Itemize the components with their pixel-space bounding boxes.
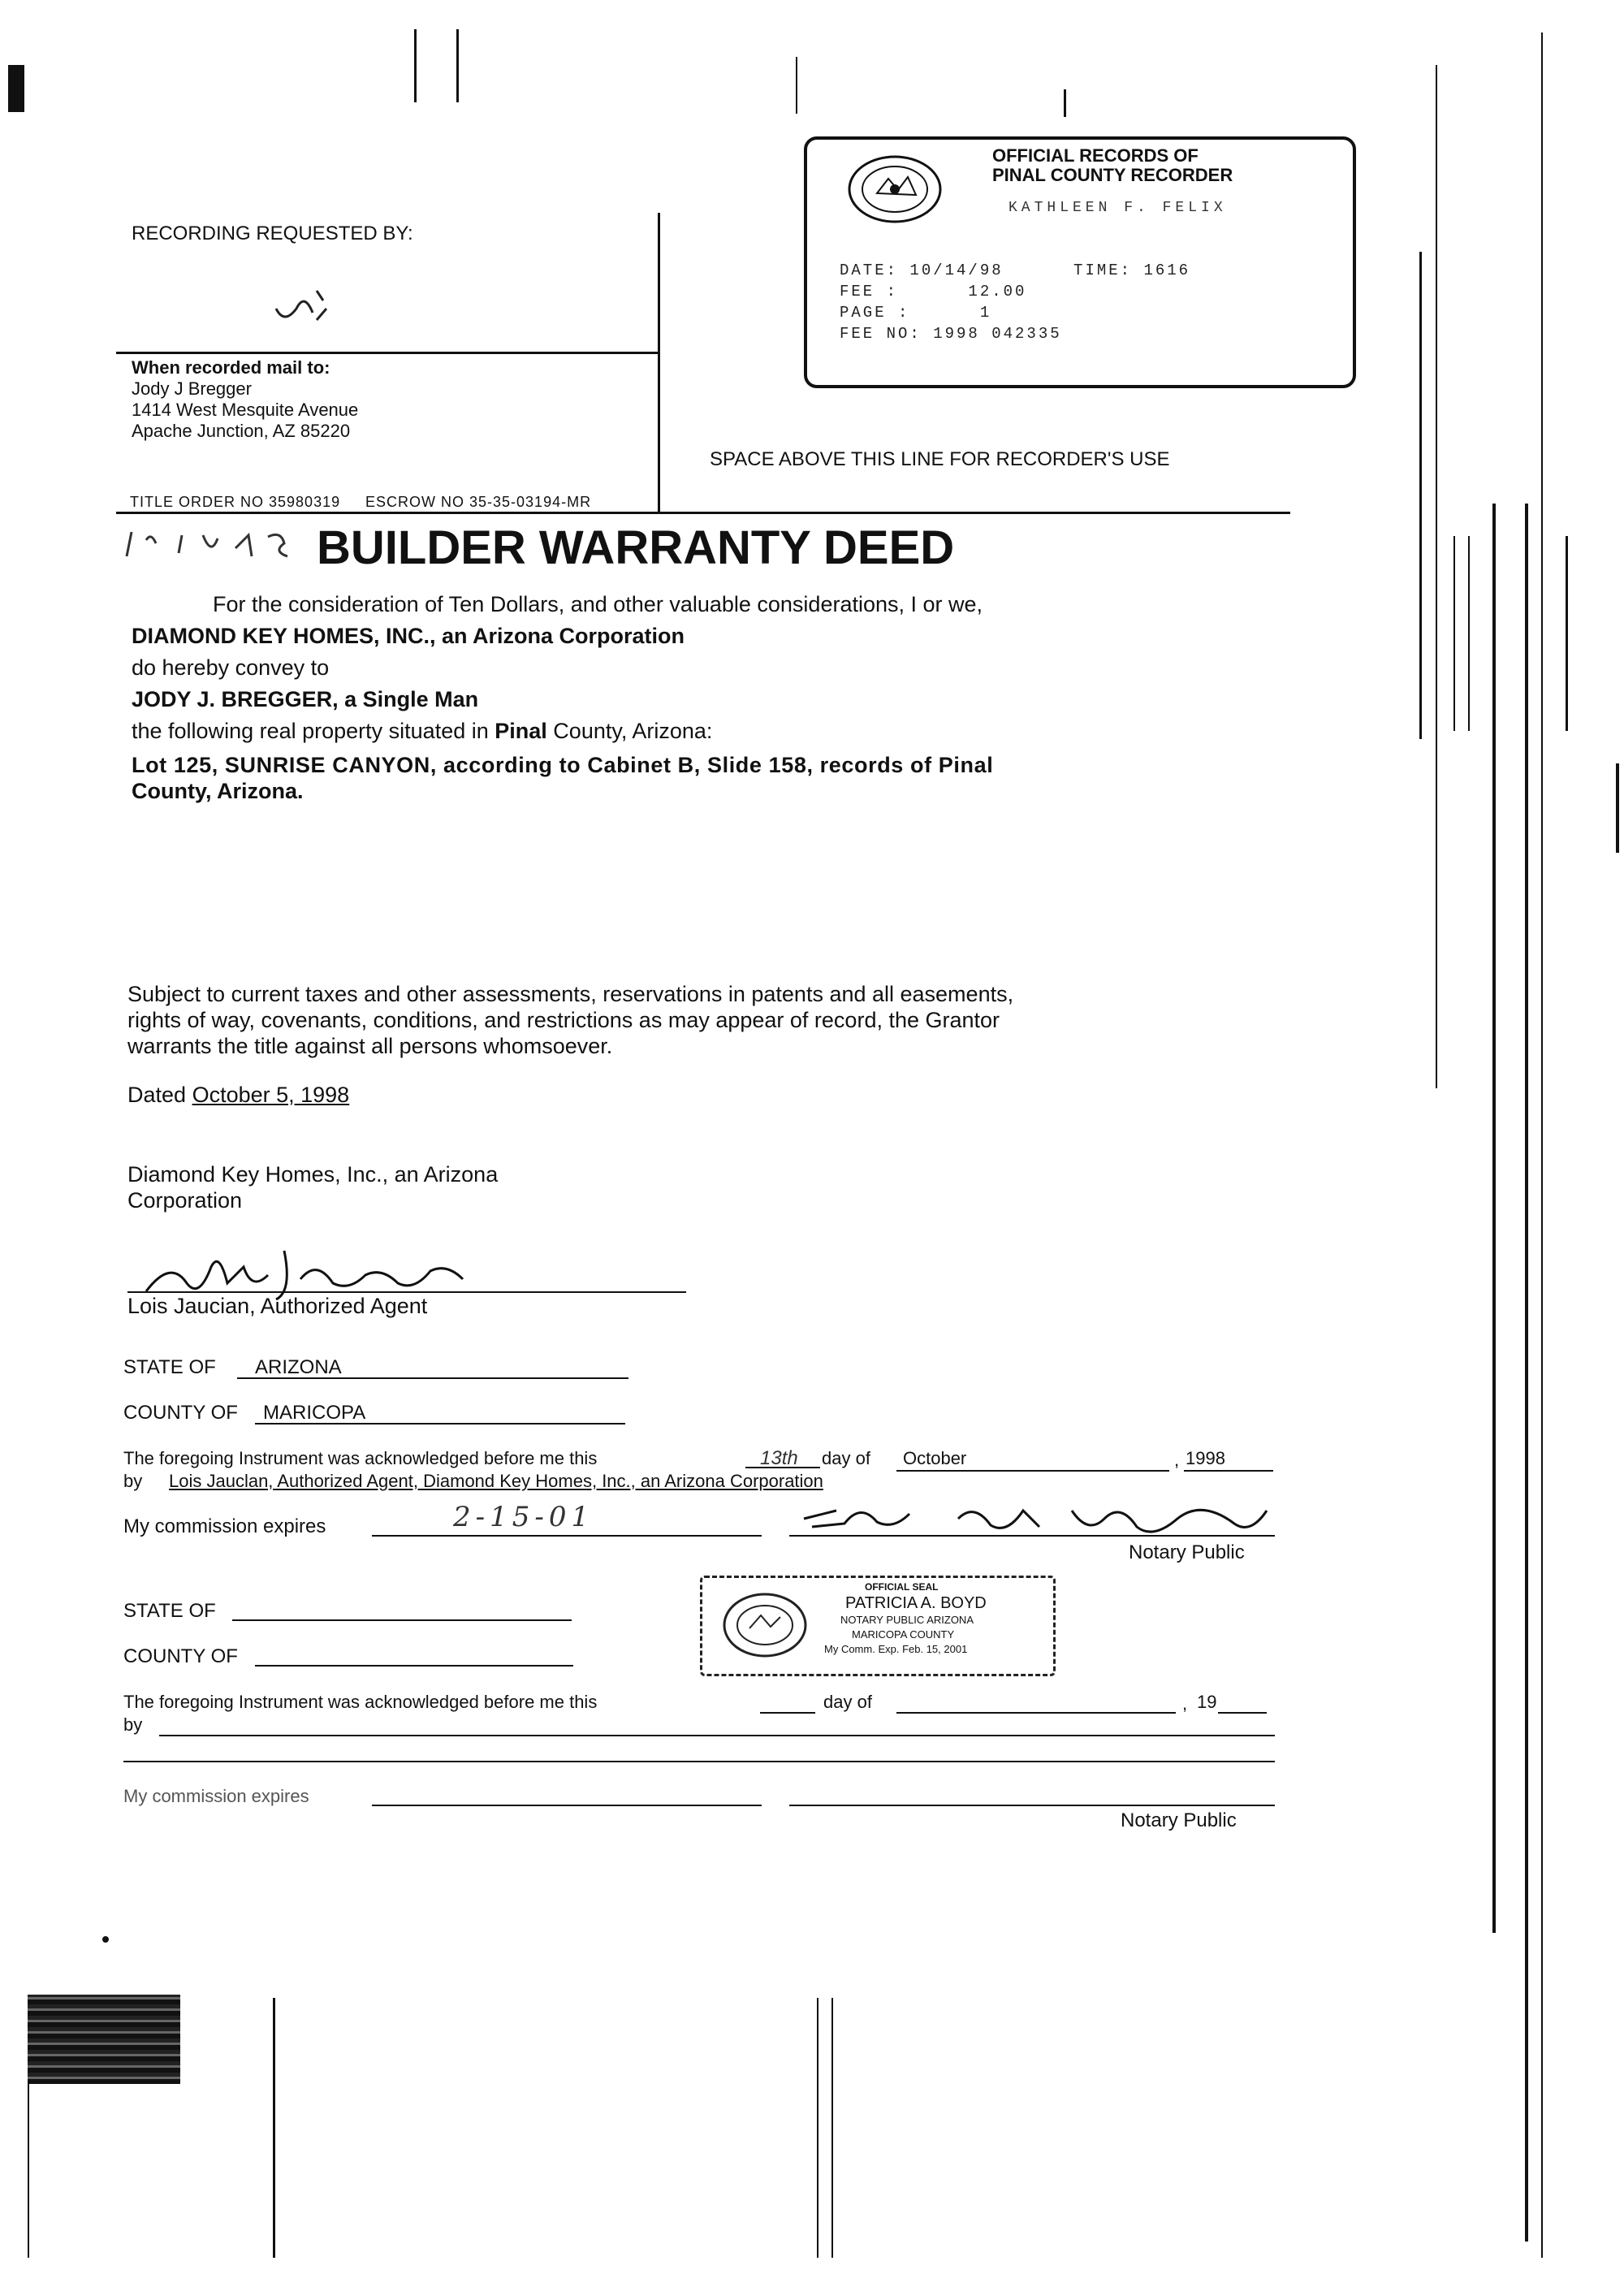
subject-to-line-1: Subject to current taxes and other assessments, reservations in patents and all easements, [127, 982, 1014, 1006]
recording-page: PAGE : 1 [840, 304, 992, 322]
recording-requested-by: RECORDING REQUESTED BY: [132, 223, 413, 244]
notary1-by-label: by [123, 1471, 143, 1491]
notary1-county-value: MARICOPA [263, 1402, 366, 1424]
scan-artifact-right-line [1492, 504, 1496, 1933]
scan-artifact-bottom-line [817, 1998, 818, 2258]
subject-to-line-2: rights of way, covenants, conditions, and restrictions as may appear of record, the Grantor [127, 1008, 1000, 1032]
consideration-text: For the consideration of Ten Dollars, and other valuable considerations, I or we, [213, 592, 983, 616]
notary2-commission-rule [372, 1805, 762, 1806]
grantor-name: DIAMOND KEY HOMES, INC., an Arizona Corporation [132, 624, 685, 648]
notary2-day-rule [760, 1712, 815, 1714]
grantor-company-line-2: Corporation [127, 1188, 243, 1213]
handwritten-mark [268, 284, 333, 333]
notary-seal-stamp [700, 1576, 1056, 1676]
recorder-use-line [116, 512, 1290, 514]
title-order-number: TITLE ORDER NO 35980319 [130, 494, 341, 510]
handwritten-file-number [122, 524, 309, 564]
notary1-month-rule [896, 1470, 1169, 1472]
notary1-public-label: Notary Public [1129, 1541, 1245, 1563]
seal-line-5: My Comm. Exp. Feb. 15, 2001 [824, 1643, 968, 1655]
recorder-title-2: PINAL COUNTY RECORDER [992, 165, 1233, 185]
notary2-year-rule [1218, 1712, 1267, 1714]
notary2-state-label: STATE OF [123, 1600, 216, 1622]
notary1-signature-rule [789, 1535, 1275, 1537]
mail-to-line-1: Jody J Bregger [132, 378, 252, 399]
scan-artifact-dot [102, 1936, 109, 1943]
property-intro: the following real property situated in Pinal County, Arizona: [132, 719, 713, 743]
recording-fee: FEE : 12.00 [840, 283, 1027, 300]
seal-line-3: NOTARY PUBLIC ARIZONA [840, 1614, 974, 1626]
recorder-name: KATHLEEN F. FELIX [1009, 200, 1227, 216]
signer-name: Lois Jaucian, Authorized Agent [127, 1294, 428, 1318]
legal-description-line-2: County, Arizona. [132, 779, 304, 803]
recording-date: DATE: 10/14/98 TIME: 1616 [840, 262, 1191, 279]
notary1-county-label: COUNTY OF [123, 1402, 238, 1424]
recorder-title-1: OFFICIAL RECORDS OF [992, 145, 1199, 166]
scan-artifact-right-line [1525, 504, 1528, 2242]
notary1-county-rule [255, 1423, 625, 1424]
scan-artifact-top-line [796, 57, 797, 114]
deed-title: BUILDER WARRANTY DEED [317, 521, 955, 574]
notary1-by-value: Lois Jauclan, Authorized Agent, Diamond Key Homes, Inc., an Arizona Corporation [169, 1471, 823, 1491]
notary2-commission-label: My commission expires [123, 1786, 309, 1806]
scan-artifact-right-line [1541, 32, 1543, 2258]
notary1-state-label: STATE OF [123, 1356, 216, 1378]
scan-artifact-bottom-line [28, 2084, 29, 2258]
scan-artifact-right-line [1419, 252, 1422, 739]
seal-line-1: OFFICIAL SEAL [865, 1581, 939, 1593]
scan-artifact-bottom-line [831, 1998, 833, 2258]
header-box-right-rule [658, 213, 660, 513]
notary2-month-rule [896, 1712, 1176, 1714]
notary1-state-value: ARIZONA [255, 1356, 342, 1378]
scan-artifact-top-left [8, 65, 24, 112]
scan-artifact-top-line [456, 29, 459, 102]
notary2-public-label: Notary Public [1121, 1809, 1237, 1831]
seal-line-4: MARICOPA COUNTY [852, 1628, 955, 1641]
dated-value: October 5, 1998 [192, 1083, 350, 1107]
legal-description-line-1: Lot 125, SUNRISE CANYON, according to Cabinet B, Slide 158, records of Pinal [132, 753, 994, 777]
recorder-box [804, 136, 1356, 388]
notary1-day-value: 13th [760, 1447, 798, 1469]
notary2-by-label: by [123, 1714, 143, 1735]
header-box-divider [116, 352, 659, 354]
notary1-commission-rule [372, 1535, 762, 1537]
grantor-company-line-1: Diamond Key Homes, Inc., an Arizona [127, 1162, 499, 1187]
notary2-by-rule-1 [159, 1735, 1275, 1736]
mail-to-label: When recorded mail to: [132, 357, 330, 378]
subject-to-line-3: warrants the title against all persons whomsoever. [127, 1034, 613, 1058]
grantee-name: JODY J. BREGGER, a Single Man [132, 687, 479, 711]
convey-text: do hereby convey to [132, 655, 330, 680]
scan-artifact-right-line [1468, 536, 1470, 731]
notary2-signature-rule [789, 1805, 1275, 1806]
notary1-commission-value: 2-15-01 [453, 1501, 594, 1533]
dated-line: Dated October 5, 1998 [127, 1083, 350, 1107]
recording-fee-number: FEE NO: 1998 042335 [840, 325, 1062, 343]
scan-artifact-bottom-line [273, 1998, 275, 2258]
notary1-month-value: October [903, 1448, 967, 1468]
notary2-day-of: day of [823, 1692, 872, 1712]
space-above-line: SPACE ABOVE THIS LINE FOR RECORDER'S USE [710, 448, 1170, 470]
seal-line-2: PATRICIA A. BOYD [845, 1594, 987, 1612]
notary1-ack-text: The foregoing Instrument was acknowledged before me this [123, 1448, 598, 1468]
escrow-number: ESCROW NO 35-35-03194-MR [365, 494, 592, 510]
scan-artifact-bottom-block [28, 1995, 180, 2084]
notary1-day-rule [745, 1467, 820, 1468]
scan-artifact-top-line [414, 29, 417, 102]
mail-to-line-2: 1414 West Mesquite Avenue [132, 400, 359, 420]
scan-artifact-right-line [1436, 65, 1437, 1088]
notary1-day-of: day of [822, 1448, 870, 1468]
notary2-ack-text: The foregoing Instrument was acknowledged before me this [123, 1692, 598, 1712]
notary1-year-value: 1998 [1186, 1448, 1225, 1468]
scan-artifact-top-line [1064, 89, 1066, 117]
notary-seal-icon [720, 1589, 810, 1661]
notary2-county-label: COUNTY OF [123, 1645, 238, 1667]
notary2-year-prefix: 19 [1197, 1692, 1217, 1712]
county-seal-icon [846, 153, 944, 226]
notary2-state-rule [232, 1619, 572, 1621]
scan-artifact-right-line [1453, 536, 1455, 731]
mail-to-line-3: Apache Junction, AZ 85220 [132, 421, 351, 441]
scan-artifact-right-line [1566, 536, 1568, 731]
notary1-state-rule [237, 1377, 628, 1379]
scan-artifact-right-line [1616, 763, 1619, 853]
notary2-county-rule [255, 1665, 573, 1667]
notary1-year-rule [1184, 1470, 1273, 1472]
notary1-commission-label: My commission expires [123, 1515, 326, 1537]
notary2-by-rule-2 [123, 1761, 1275, 1762]
